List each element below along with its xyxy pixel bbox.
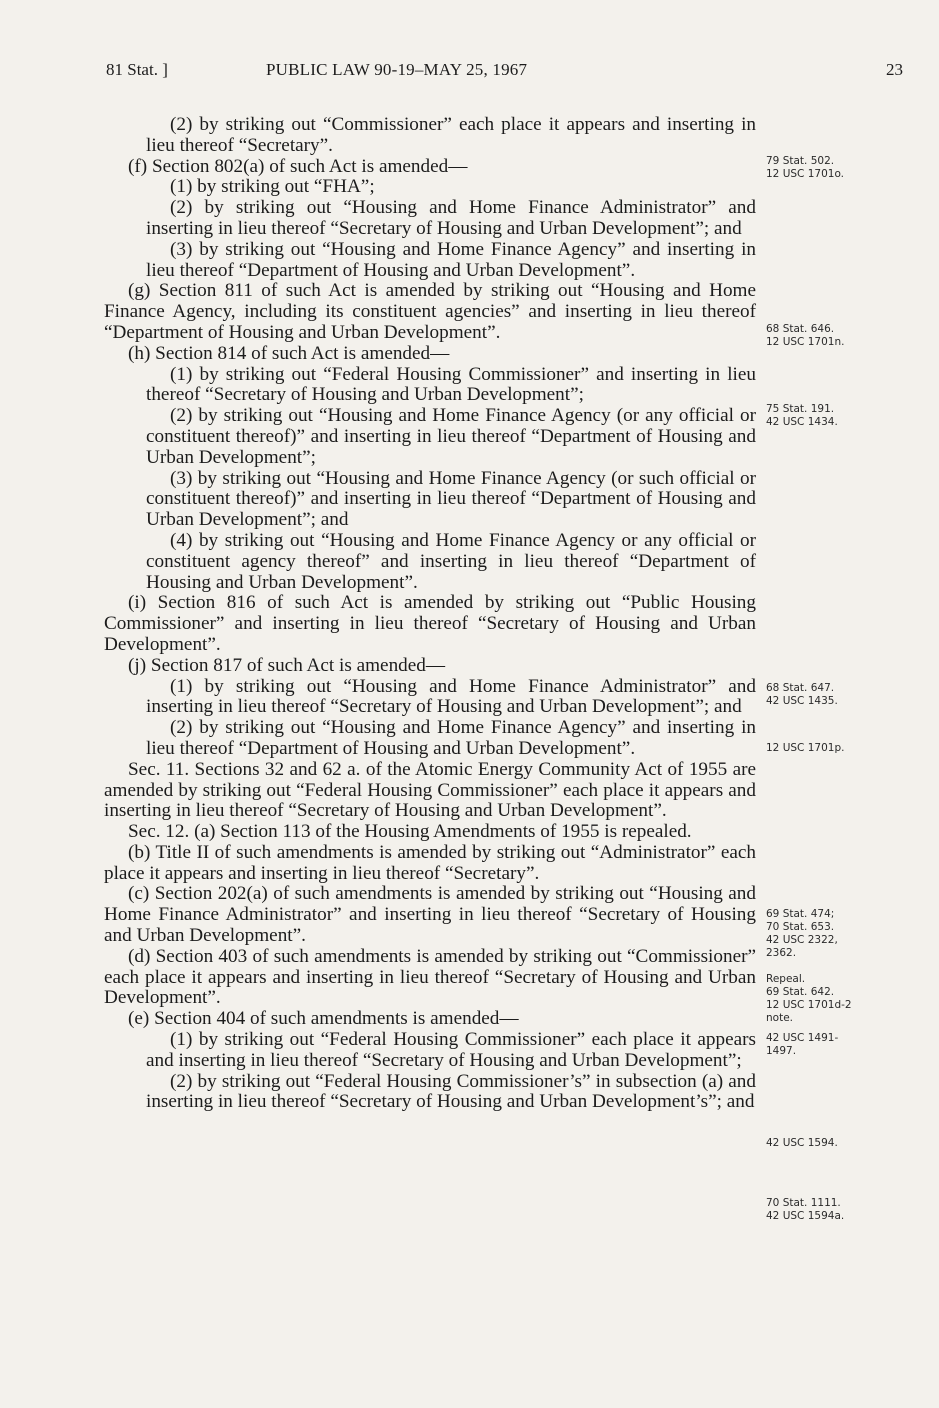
paragraph: (2) by striking out “Housing and Home Finance Agency (or any official or constituent thereof)” and inserting in lieu thereof “Department of Housing and Urban Development”; bbox=[146, 405, 756, 468]
margin-note: 70 Stat. 1111. 42 USC 1594a. bbox=[766, 1197, 845, 1222]
paragraph: (1) by striking out “Federal Housing Commissioner” and inserting in lieu thereof “Secretary of Housing and Urban Development”; bbox=[146, 363, 756, 406]
paragraph: (b) Title II of such amendments is amended by striking out “Administrator” each place it appears and inserting in lieu thereof “Secretary”. bbox=[104, 841, 756, 884]
paragraph: (1) by striking out “Federal Housing Commissioner” each place it appears and inserting in lieu thereof “Secretary of Housing and Urban Development”; bbox=[146, 1029, 756, 1071]
paragraph: (1) by striking out “FHA”; bbox=[170, 176, 375, 198]
margin-note: Repeal. 69 Stat. 642. 12 USC 1701d-2 note. bbox=[766, 973, 852, 1024]
page-header bbox=[0, 60, 939, 90]
paragraph: (3) by striking out “Housing and Home Finance Agency (or such official or constituent thereof)” and inserting in lieu thereof “Department of Housing and Urban Development”; and bbox=[146, 467, 756, 531]
paragraph: (2) by striking out “Federal Housing Commissioner’s” in subsection (a) and inserting in lieu thereof “Secretary of Housing and Urban Development’s”; and bbox=[146, 1070, 756, 1113]
paragraph: (i) Section 816 of such Act is amended by striking out “Public Housing Commissioner” and inserting in lieu thereof “Secretary of Housing and Urban Development”. bbox=[104, 592, 756, 655]
paragraph: (g) Section 811 of such Act is amended by striking out “Housing and Home Finance Agency, including its constituent agencies” and inserting in lieu thereof “Department of Housing and Urban Development”. bbox=[104, 280, 756, 343]
paragraph: (f) Section 802(a) of such Act is amended— bbox=[128, 155, 468, 177]
paragraph: (d) Section 403 of such amendments is amended by striking out “Commissioner” each place it appears and inserting in lieu thereof “Secretary of Housing and Urban Development”. bbox=[104, 945, 756, 1009]
margin-note: 79 Stat. 502. 12 USC 1701o. bbox=[766, 155, 845, 180]
paragraph: Sec. 12. (a) Section 113 of the Housing Amendments of 1955 is repealed. bbox=[128, 821, 692, 843]
margin-note: 42 USC 1594. bbox=[766, 1137, 838, 1149]
margin-note: 69 Stat. 474; 70 Stat. 653. 42 USC 2322, 2362. bbox=[766, 908, 838, 959]
volume-reference: 81 Stat. ] bbox=[106, 60, 168, 79]
margin-note: 42 USC 1491- 1497. bbox=[766, 1032, 839, 1057]
margin-note: 12 USC 1701p. bbox=[766, 742, 845, 754]
paragraph: (2) by striking out “Commissioner” each place it appears and inserting in lieu thereof “Secretary”. bbox=[146, 114, 756, 156]
paragraph: Sec. 11. Sections 32 and 62 a. of the Atomic Energy Community Act of 1955 are amended by striking out “Federal Housing Commissioner” each place it appears and inserting in lieu thereof “Secretary of Housing and Urban Development”. bbox=[104, 758, 756, 822]
statute-text bbox=[104, 115, 756, 1113]
paragraph: (2) by striking out “Housing and Home Finance Administrator” and inserting in lieu thereof “Secretary of Housing and Urban Development”; and bbox=[146, 197, 756, 239]
paragraph: (c) Section 202(a) of such amendments is amended by striking out “Housing and Home Finance Administrator” and inserting in lieu thereof “Secretary of Housing and Urban Development”. bbox=[104, 883, 756, 947]
paragraph: (j) Section 817 of such Act is amended— bbox=[128, 654, 446, 676]
paragraph: (1) by striking out “Housing and Home Finance Administrator” and inserting in lieu thereof “Secretary of Housing and Urban Development”; and bbox=[146, 675, 756, 718]
margin-note: 75 Stat. 191. 42 USC 1434. bbox=[766, 403, 838, 428]
paragraph: (e) Section 404 of such amendments is amended— bbox=[128, 1008, 519, 1030]
paragraph: (4) by striking out “Housing and Home Finance Agency or any official or constituent agency thereof” and inserting in lieu thereof “Department of Housing and Urban Development”. bbox=[146, 529, 756, 593]
margin-note: 68 Stat. 647. 42 USC 1435. bbox=[766, 682, 838, 707]
page-number: 23 bbox=[886, 60, 903, 79]
paragraph: (3) by striking out “Housing and Home Finance Agency” and inserting in lieu thereof “Department of Housing and Urban Development”. bbox=[146, 238, 756, 281]
running-title: PUBLIC LAW 90-19–MAY 25, 1967 bbox=[266, 60, 528, 79]
paragraph: (2) by striking out “Housing and Home Finance Agency” and inserting in lieu thereof “Department of Housing and Urban Development”. bbox=[146, 717, 756, 759]
margin-note: 68 Stat. 646. 12 USC 1701n. bbox=[766, 323, 845, 348]
paragraph: (h) Section 814 of such Act is amended— bbox=[128, 342, 450, 364]
